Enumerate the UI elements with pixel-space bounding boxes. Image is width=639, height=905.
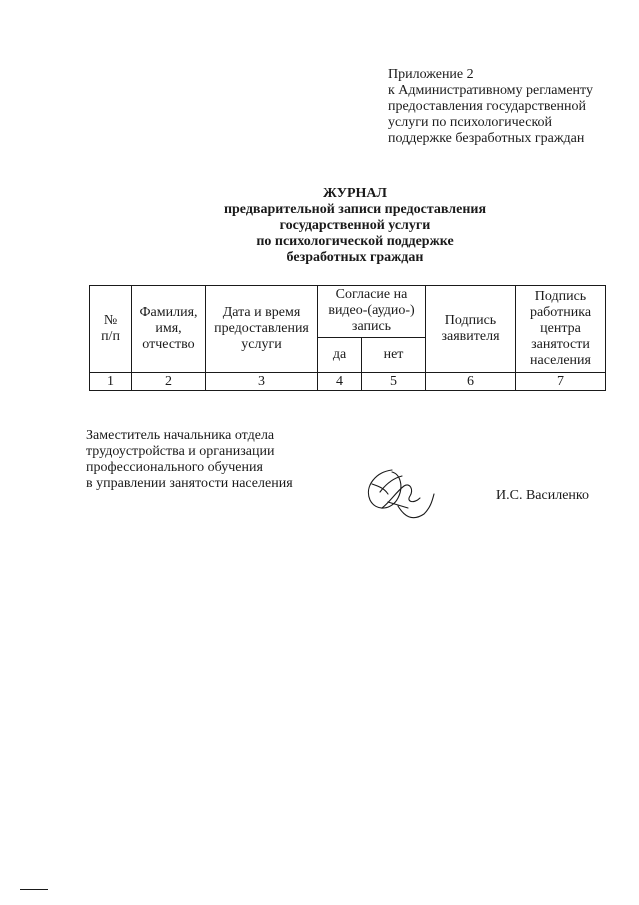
signer-name: И.С. Василенко: [496, 488, 589, 503]
column-number-cell: 4: [318, 373, 362, 391]
appendix-line: поддержке безработных граждан: [388, 131, 585, 146]
handwritten-signature: [358, 462, 438, 531]
journal-table: [89, 285, 606, 391]
column-number-cell: 3: [206, 373, 318, 391]
header-cell-consent: Согласие на видео-(аудио-) запись: [318, 286, 426, 338]
column-number-cell: 5: [362, 373, 426, 391]
header-cell-no: нет: [362, 337, 426, 372]
appendix-line: Приложение 2: [388, 67, 474, 82]
column-number-cell: 7: [516, 373, 606, 391]
appendix-line: услуги по психологической: [388, 115, 553, 130]
header-cell-applicant-sign: Подпись заявителя: [426, 286, 516, 373]
appendix-line: к Административному регламенту: [388, 83, 593, 98]
title-heading: ЖУРНАЛ: [323, 186, 387, 201]
title-line: предварительной записи предоставления: [223, 202, 487, 217]
header-cell-datetime: Дата и время предоставления услуги: [206, 286, 318, 373]
column-number-cell: 2: [132, 373, 206, 391]
title-line: государственной услуги: [279, 218, 431, 233]
column-number-cell: 1: [90, 373, 132, 391]
appendix-note: [388, 67, 593, 147]
footer-divider: [20, 889, 48, 890]
header-row: [90, 286, 606, 338]
position-line: Заместитель начальника отдела: [86, 428, 275, 443]
header-cell-staff-sign: Подпись работника центра занятости населения: [516, 286, 606, 373]
appendix-line: предоставления государственной: [388, 99, 587, 114]
position-line: в управлении занятости населения: [86, 476, 293, 491]
title-line: безработных граждан: [286, 250, 424, 265]
header-cell-num: № п/п: [90, 286, 132, 373]
position-line: профессионального обучения: [86, 460, 263, 475]
signatory-position: [86, 428, 293, 492]
position-line: трудоустройства и организации: [86, 444, 275, 459]
column-number-row: [90, 373, 606, 391]
title-line: по психологической поддержке: [256, 234, 454, 249]
header-cell-fio: Фамилия, имя, отчество: [132, 286, 206, 373]
header-cell-yes: да: [318, 337, 362, 372]
document-title: [150, 186, 560, 266]
column-number-cell: 6: [426, 373, 516, 391]
